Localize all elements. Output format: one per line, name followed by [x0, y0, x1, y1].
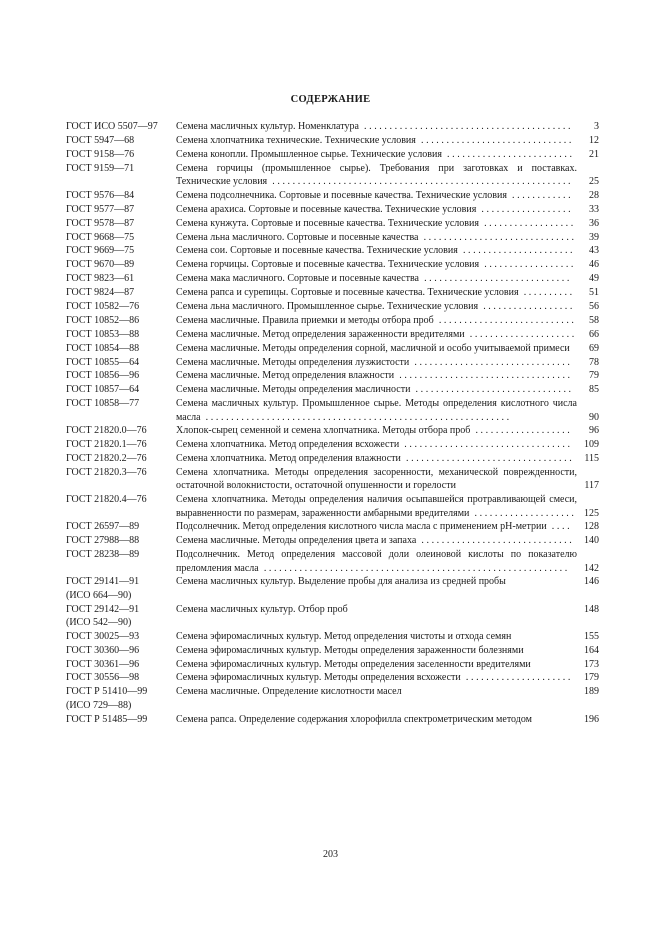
toc-page-number: 66: [589, 328, 599, 340]
toc-standard-code: [66, 452, 176, 465]
toc-entry-title: [176, 383, 577, 396]
toc-standard-number: ГОСТ 21820.4—76: [66, 494, 147, 506]
dot-leader: ...................: [470, 425, 573, 437]
toc-page-number: 109: [584, 439, 599, 451]
toc-page-number: 12: [589, 134, 599, 146]
toc-standard-number: ГОСТ ИСО 5507—97: [66, 121, 158, 132]
toc-entry-title: [176, 713, 577, 726]
toc-standard-number: ГОСТ 9158—76: [66, 148, 135, 160]
toc-entry-text: Хлопок-сырец семенной и семена хлопчатника. Методы отбора проб: [176, 425, 471, 437]
toc-standard-number: ГОСТ 5947—68: [66, 134, 135, 146]
toc-entry-text: Семена кунжута. Сортовые и посевные качества. Технические условия: [176, 217, 479, 229]
toc-page-number: 189: [584, 686, 599, 698]
toc-entry: [66, 452, 599, 465]
toc-entry: [66, 520, 599, 533]
toc-page-number: 96: [589, 425, 599, 437]
toc-entry-text: Семена масличные. Метод определения влажности: [176, 370, 395, 382]
toc-entry: [66, 162, 599, 189]
dot-leader: ...............................: [409, 356, 573, 368]
toc-entry-text: Семена масличные. Определение кислотности масел: [176, 686, 402, 698]
toc-standard-iso-equivalent: (ИСО 664—90): [66, 589, 132, 601]
toc-entry-title: [176, 272, 577, 285]
dot-leader: .................................: [399, 439, 573, 451]
toc-standard-code: [66, 328, 176, 341]
toc-entry-text: Семена хлопчатника. Метод определения всхожести: [176, 439, 400, 451]
toc-entry-title: [176, 452, 577, 465]
toc-standard-code: [66, 286, 176, 299]
toc-entry: [66, 217, 599, 230]
page-number: 203: [323, 849, 338, 860]
toc-standard-number: ГОСТ 10852—86: [66, 314, 140, 326]
toc-entry-title: [176, 603, 577, 630]
toc-entry-title: [176, 466, 577, 493]
toc-page-number: 125: [584, 507, 599, 519]
toc-standard-number: ГОСТ 9824—87: [66, 287, 135, 299]
toc-entry: [66, 258, 599, 271]
toc-entry-title: [176, 328, 577, 341]
toc-standard-number: ГОСТ 10853—88: [66, 328, 140, 340]
toc-entry-text: Семена масличные. Методы определения масличности: [176, 384, 411, 396]
toc-standard-number: ГОСТ 29142—91: [66, 603, 140, 615]
toc-entry-text: Подсолнечник. Метод определения кислотного числа масла с применением рН-метрии: [176, 521, 547, 533]
toc-entry-title: [176, 258, 577, 271]
toc-standard-code: [66, 244, 176, 257]
toc-standard-code: [66, 217, 176, 230]
toc-page-number: 128: [584, 521, 599, 533]
toc-entry: [66, 189, 599, 202]
toc-standard-code: [66, 258, 176, 271]
toc-entry-text: Семена сои. Сортовые и посевные качества. Технические условия: [176, 245, 458, 257]
toc-entry: [66, 300, 599, 313]
toc-standard-number: ГОСТ 9823—61: [66, 273, 135, 285]
toc-entry: [66, 548, 599, 575]
dot-leader: ....................: [469, 507, 577, 519]
toc-entry-text: Подсолнечник. Метод определения массовой доли олеиновой кислоты по показателю преломления масла: [176, 549, 577, 574]
toc-standard-code: [66, 658, 176, 671]
toc-entry: [66, 493, 599, 520]
toc-page-number: 155: [584, 630, 599, 642]
toc-entry: [66, 671, 599, 684]
toc-entry: [66, 383, 599, 396]
toc-standard-number: ГОСТ 27988—88: [66, 535, 140, 547]
toc-entry-text: Семена масличных культур. Отбор проб: [176, 603, 348, 615]
toc-standard-code: [66, 369, 176, 382]
toc-entry-text: Семена масличные. Методы определения лузжистости: [176, 356, 410, 368]
toc-standard-code: [66, 685, 176, 712]
toc-entry-text: Семена эфиромасличных культур. Метод определения чистоты и отхода семян: [176, 630, 512, 642]
toc-standard-number: ГОСТ 30360—96: [66, 644, 140, 656]
toc-entry-title: [176, 644, 577, 657]
toc-standard-code: [66, 203, 176, 216]
toc-page-number: 79: [589, 370, 599, 382]
toc-entry-text: Семена арахиса. Сортовые и посевные качества. Технические условия: [176, 203, 477, 215]
toc-standard-code: [66, 424, 176, 437]
toc-entry-title: [176, 217, 577, 230]
toc-page-number: 51: [589, 287, 599, 299]
toc-entry: [66, 630, 599, 643]
toc-entry: [66, 685, 599, 712]
dot-leader: .............................: [418, 273, 572, 285]
dot-leader: ..................................: [394, 370, 573, 382]
dot-leader: .....................: [464, 328, 577, 340]
dot-leader: .........................: [441, 148, 575, 160]
toc-standard-code: [66, 493, 176, 520]
toc-page-number: 148: [584, 603, 599, 615]
toc-entry: [66, 369, 599, 382]
toc-entry: [66, 244, 599, 257]
toc-page-number: 36: [589, 217, 599, 229]
dot-leader: ..............................: [415, 134, 574, 146]
toc-standard-code: [66, 383, 176, 396]
toc-page-number: 179: [584, 672, 599, 684]
toc-entry: [66, 134, 599, 147]
toc-entry-text: Семена эфиромасличных культур. Методы определения заселенности вредителями: [176, 658, 531, 670]
toc-entry-title: [176, 120, 577, 133]
dot-leader: ..................: [479, 259, 577, 271]
toc-standard-number: ГОСТ 9159—71: [66, 162, 135, 174]
toc-standard-code: [66, 300, 176, 313]
dot-leader: ..................: [476, 203, 574, 215]
toc-page-number: 146: [584, 576, 599, 588]
toc-standard-number: ГОСТ 10856—96: [66, 370, 140, 382]
toc-standard-code: [66, 148, 176, 161]
toc-entry-text: Семена масличных культур. Промышленное сырье. Методы определения кислотного числа масла: [176, 398, 577, 423]
toc-page-number: 142: [584, 562, 599, 574]
toc-entry-title: [176, 397, 577, 424]
toc-standard-number: ГОСТ Р 51485—99: [66, 713, 148, 725]
toc-page-number: 46: [589, 259, 599, 271]
toc-standard-code: [66, 231, 176, 244]
toc-standard-number: ГОСТ 10855—64: [66, 356, 140, 368]
dot-leader: ..........: [518, 287, 575, 299]
toc-entry-title: [176, 424, 577, 437]
toc-standard-code: [66, 548, 176, 575]
toc-standard-number: ГОСТ 21820.1—76: [66, 439, 147, 451]
toc-standard-code: [66, 520, 176, 533]
toc-entry-text: Семена рапса и сурепицы. Сортовые и посевные качества. Технические условия: [176, 287, 519, 299]
toc-standard-number: ГОСТ 10858—77: [66, 398, 140, 410]
toc-page-number: 90: [589, 411, 599, 423]
toc-standard-code: [66, 438, 176, 451]
toc-page-number: 49: [589, 273, 599, 285]
toc-standard-code: [66, 189, 176, 202]
toc-standard-number: ГОСТ 30556—98: [66, 672, 140, 684]
toc-entry: [66, 438, 599, 451]
toc-entry-title: [176, 548, 577, 575]
toc-standard-code: [66, 644, 176, 657]
toc-standard-number: ГОСТ 10857—64: [66, 384, 140, 396]
toc-page-number: 39: [589, 231, 599, 243]
toc-page-number: 117: [584, 480, 599, 492]
toc-standard-code: [66, 534, 176, 547]
toc-entry: [66, 466, 599, 493]
toc-entry-title: [176, 671, 577, 684]
toc-standard-number: ГОСТ 9668—75: [66, 231, 135, 243]
toc-page-number: 43: [589, 245, 599, 257]
toc-standard-number: ГОСТ 10854—88: [66, 342, 140, 354]
toc-standard-code: [66, 671, 176, 684]
toc-page-number: 33: [589, 203, 599, 215]
toc-standard-number: ГОСТ 29141—91: [66, 576, 140, 588]
toc-entry-text: Семена горчицы (промышленное сырье). Требования при заготовках и поставках. Технические условия: [176, 162, 577, 187]
toc-entry: [66, 148, 599, 161]
toc-entry-title: [176, 286, 577, 299]
toc-page-number: 69: [589, 342, 599, 354]
toc-entry: [66, 644, 599, 657]
dot-leader: ..................: [478, 300, 576, 312]
page-title: СОДЕРЖАНИЕ: [290, 94, 371, 105]
toc-entry-title: [176, 148, 577, 161]
toc-entry-title: [176, 231, 577, 244]
toc-standard-code: [66, 603, 176, 630]
toc-entry-title: [176, 203, 577, 216]
toc-entry: [66, 713, 599, 726]
toc-entry-text: Семена хлопчатника. Методы определения засоренности, механической поврежденности, остаточной волокнистости, остаточной опушенности и горелости: [176, 467, 577, 492]
toc-standard-number: ГОСТ 28238—89: [66, 549, 140, 561]
toc-entry: [66, 658, 599, 671]
toc-entry-text: Семена масличные. Методы определения сорной, масличной и особо учитываемой примеси: [176, 342, 570, 354]
toc-entry-title: [176, 575, 577, 602]
toc-entry-text: Семена масличные. Правила приемки и методы отбора проб: [176, 314, 434, 326]
toc-entry: [66, 286, 599, 299]
toc-entry-text: Семена эфиромасличных культур. Методы определения всхожести: [176, 672, 461, 684]
toc-page-number: 21: [589, 148, 599, 160]
toc-entry-text: Семена хлопчатника. Метод определения влажности: [176, 453, 401, 465]
toc-entry-text: Семена горчицы. Сортовые и посевные качества. Технические условия: [176, 259, 480, 271]
toc-entry-text: Семена хлопчатника. Методы определения наличия осыпавшейся протравливающей смеси, выравненности по размерам, зараженности амбарными вредителями: [176, 494, 577, 519]
toc-standard-code: [66, 713, 176, 726]
toc-entry-text: Семена льна масличного. Промышленное сырье. Технические условия: [176, 300, 479, 312]
toc-entry: [66, 424, 599, 437]
toc-standard-code: [66, 466, 176, 493]
toc-standard-code: [66, 134, 176, 147]
toc-entry: [66, 272, 599, 285]
toc-standard-code: [66, 356, 176, 369]
dot-leader: ..............................: [418, 231, 577, 243]
dot-leader: ...........................................................: [267, 175, 574, 187]
toc-entry-text: Семена масличных культур. Номенклатура: [176, 121, 359, 132]
toc-page-number: 25: [589, 175, 599, 187]
toc-entry-text: Семена мака масличного. Сортовые и посевные качества: [176, 273, 419, 285]
toc-entry-title: [176, 244, 577, 257]
toc-entry: [66, 328, 599, 341]
toc-page-number: 3: [594, 121, 599, 132]
toc-standard-number: ГОСТ 9578—87: [66, 217, 135, 229]
table-of-contents: [66, 120, 599, 726]
toc-page-number: 140: [584, 535, 599, 547]
toc-standard-code: [66, 342, 176, 355]
toc-standard-code: [66, 272, 176, 285]
toc-page-number: 78: [589, 356, 599, 368]
toc-entry-text: Семена хлопчатника технические. Технические условия: [176, 134, 416, 146]
toc-entry-title: [176, 189, 577, 202]
dot-leader: ....: [546, 521, 573, 533]
toc-entry: [66, 603, 599, 630]
toc-entry-title: [176, 630, 577, 643]
toc-standard-code: [66, 120, 176, 133]
toc-entry-text: Семена льна масличного. Сортовые и посевные качества: [176, 231, 419, 243]
toc-standard-number: ГОСТ 30025—93: [66, 630, 140, 642]
toc-entry-title: [176, 658, 577, 671]
toc-standard-code: [66, 630, 176, 643]
toc-entry-text: Семена масличных культур. Выделение пробы для анализа из средней пробы: [176, 576, 506, 588]
toc-page-number: 173: [584, 658, 599, 670]
toc-entry-title: [176, 534, 577, 547]
toc-page-number: 28: [589, 189, 599, 201]
toc-entry: [66, 397, 599, 424]
toc-entry-title: [176, 493, 577, 520]
dot-leader: ..............................: [416, 535, 575, 547]
dot-leader: ..................: [478, 217, 576, 229]
toc-page-number: 58: [589, 314, 599, 326]
dot-leader: .................................: [400, 453, 575, 465]
toc-entry: [66, 356, 599, 369]
toc-entry-title: [176, 314, 577, 327]
toc-entry: [66, 120, 599, 133]
dot-leader: ...........................: [433, 314, 577, 326]
toc-standard-number: ГОСТ 9670—89: [66, 259, 135, 271]
toc-entry-title: [176, 162, 577, 189]
toc-entry-title: [176, 342, 577, 355]
toc-standard-code: [66, 575, 176, 602]
toc-entry: [66, 314, 599, 327]
toc-entry-title: [176, 369, 577, 382]
toc-page-number: 56: [589, 300, 599, 312]
dot-leader: ......................: [457, 245, 576, 257]
dot-leader: ...............................: [410, 384, 574, 396]
toc-page-number: 164: [584, 644, 599, 656]
toc-entry: [66, 534, 599, 547]
toc-entry-title: [176, 300, 577, 313]
toc-entry-text: Семена рапса. Определение содержания хлорофилла спектрометрическим методом: [176, 713, 532, 725]
toc-standard-number: ГОСТ 21820.2—76: [66, 453, 147, 465]
toc-entry-text: Семена масличные. Метод определения зараженности вредителями: [176, 328, 465, 340]
toc-standard-number: ГОСТ 21820.3—76: [66, 467, 147, 479]
toc-standard-number: ГОСТ 26597—89: [66, 521, 140, 533]
toc-standard-number: ГОСТ 21820.0—76: [66, 425, 147, 437]
toc-standard-number: ГОСТ 10582—76: [66, 300, 140, 312]
toc-entry: [66, 575, 599, 602]
toc-entry-title: [176, 134, 577, 147]
toc-entry: [66, 203, 599, 216]
toc-standard-code: [66, 162, 176, 189]
toc-page-number: 115: [584, 453, 599, 465]
toc-entry-title: [176, 438, 577, 451]
toc-page-number: 196: [584, 713, 599, 725]
toc-entry-title: [176, 685, 577, 712]
toc-entry: [66, 342, 599, 355]
toc-standard-number: ГОСТ 9576—84: [66, 189, 135, 201]
dot-leader: .........................................: [358, 121, 574, 132]
dot-leader: ............: [506, 189, 574, 201]
toc-standard-iso-equivalent: (ИСО 542—90): [66, 616, 132, 628]
dot-leader: ............................................................: [200, 411, 512, 423]
toc-entry: [66, 231, 599, 244]
toc-entry-title: [176, 356, 577, 369]
toc-standard-code: [66, 314, 176, 327]
toc-standard-number: ГОСТ Р 51410—99: [66, 686, 148, 698]
toc-entry-text: Семена подсолнечника. Сортовые и посевные качества. Технические условия: [176, 189, 507, 201]
toc-entry-title: [176, 520, 577, 533]
toc-standard-number: ГОСТ 9577—87: [66, 203, 135, 215]
toc-page-number: 85: [589, 384, 599, 396]
dot-leader: .....................: [460, 672, 573, 684]
toc-standard-iso-equivalent: (ИСО 729—88): [66, 699, 132, 711]
toc-entry-text: Семена эфиромасличных культур. Методы определения зараженности болезнями: [176, 644, 524, 656]
toc-standard-number: ГОСТ 30361—96: [66, 658, 140, 670]
dot-leader: ............................................................: [258, 562, 570, 574]
toc-standard-number: ГОСТ 9669—75: [66, 245, 135, 257]
toc-standard-code: [66, 397, 176, 424]
toc-entry-text: Семена масличные. Методы определения цвета и запаха: [176, 535, 417, 547]
toc-entry-text: Семена конопли. Промышленное сырье. Технические условия: [176, 148, 442, 160]
